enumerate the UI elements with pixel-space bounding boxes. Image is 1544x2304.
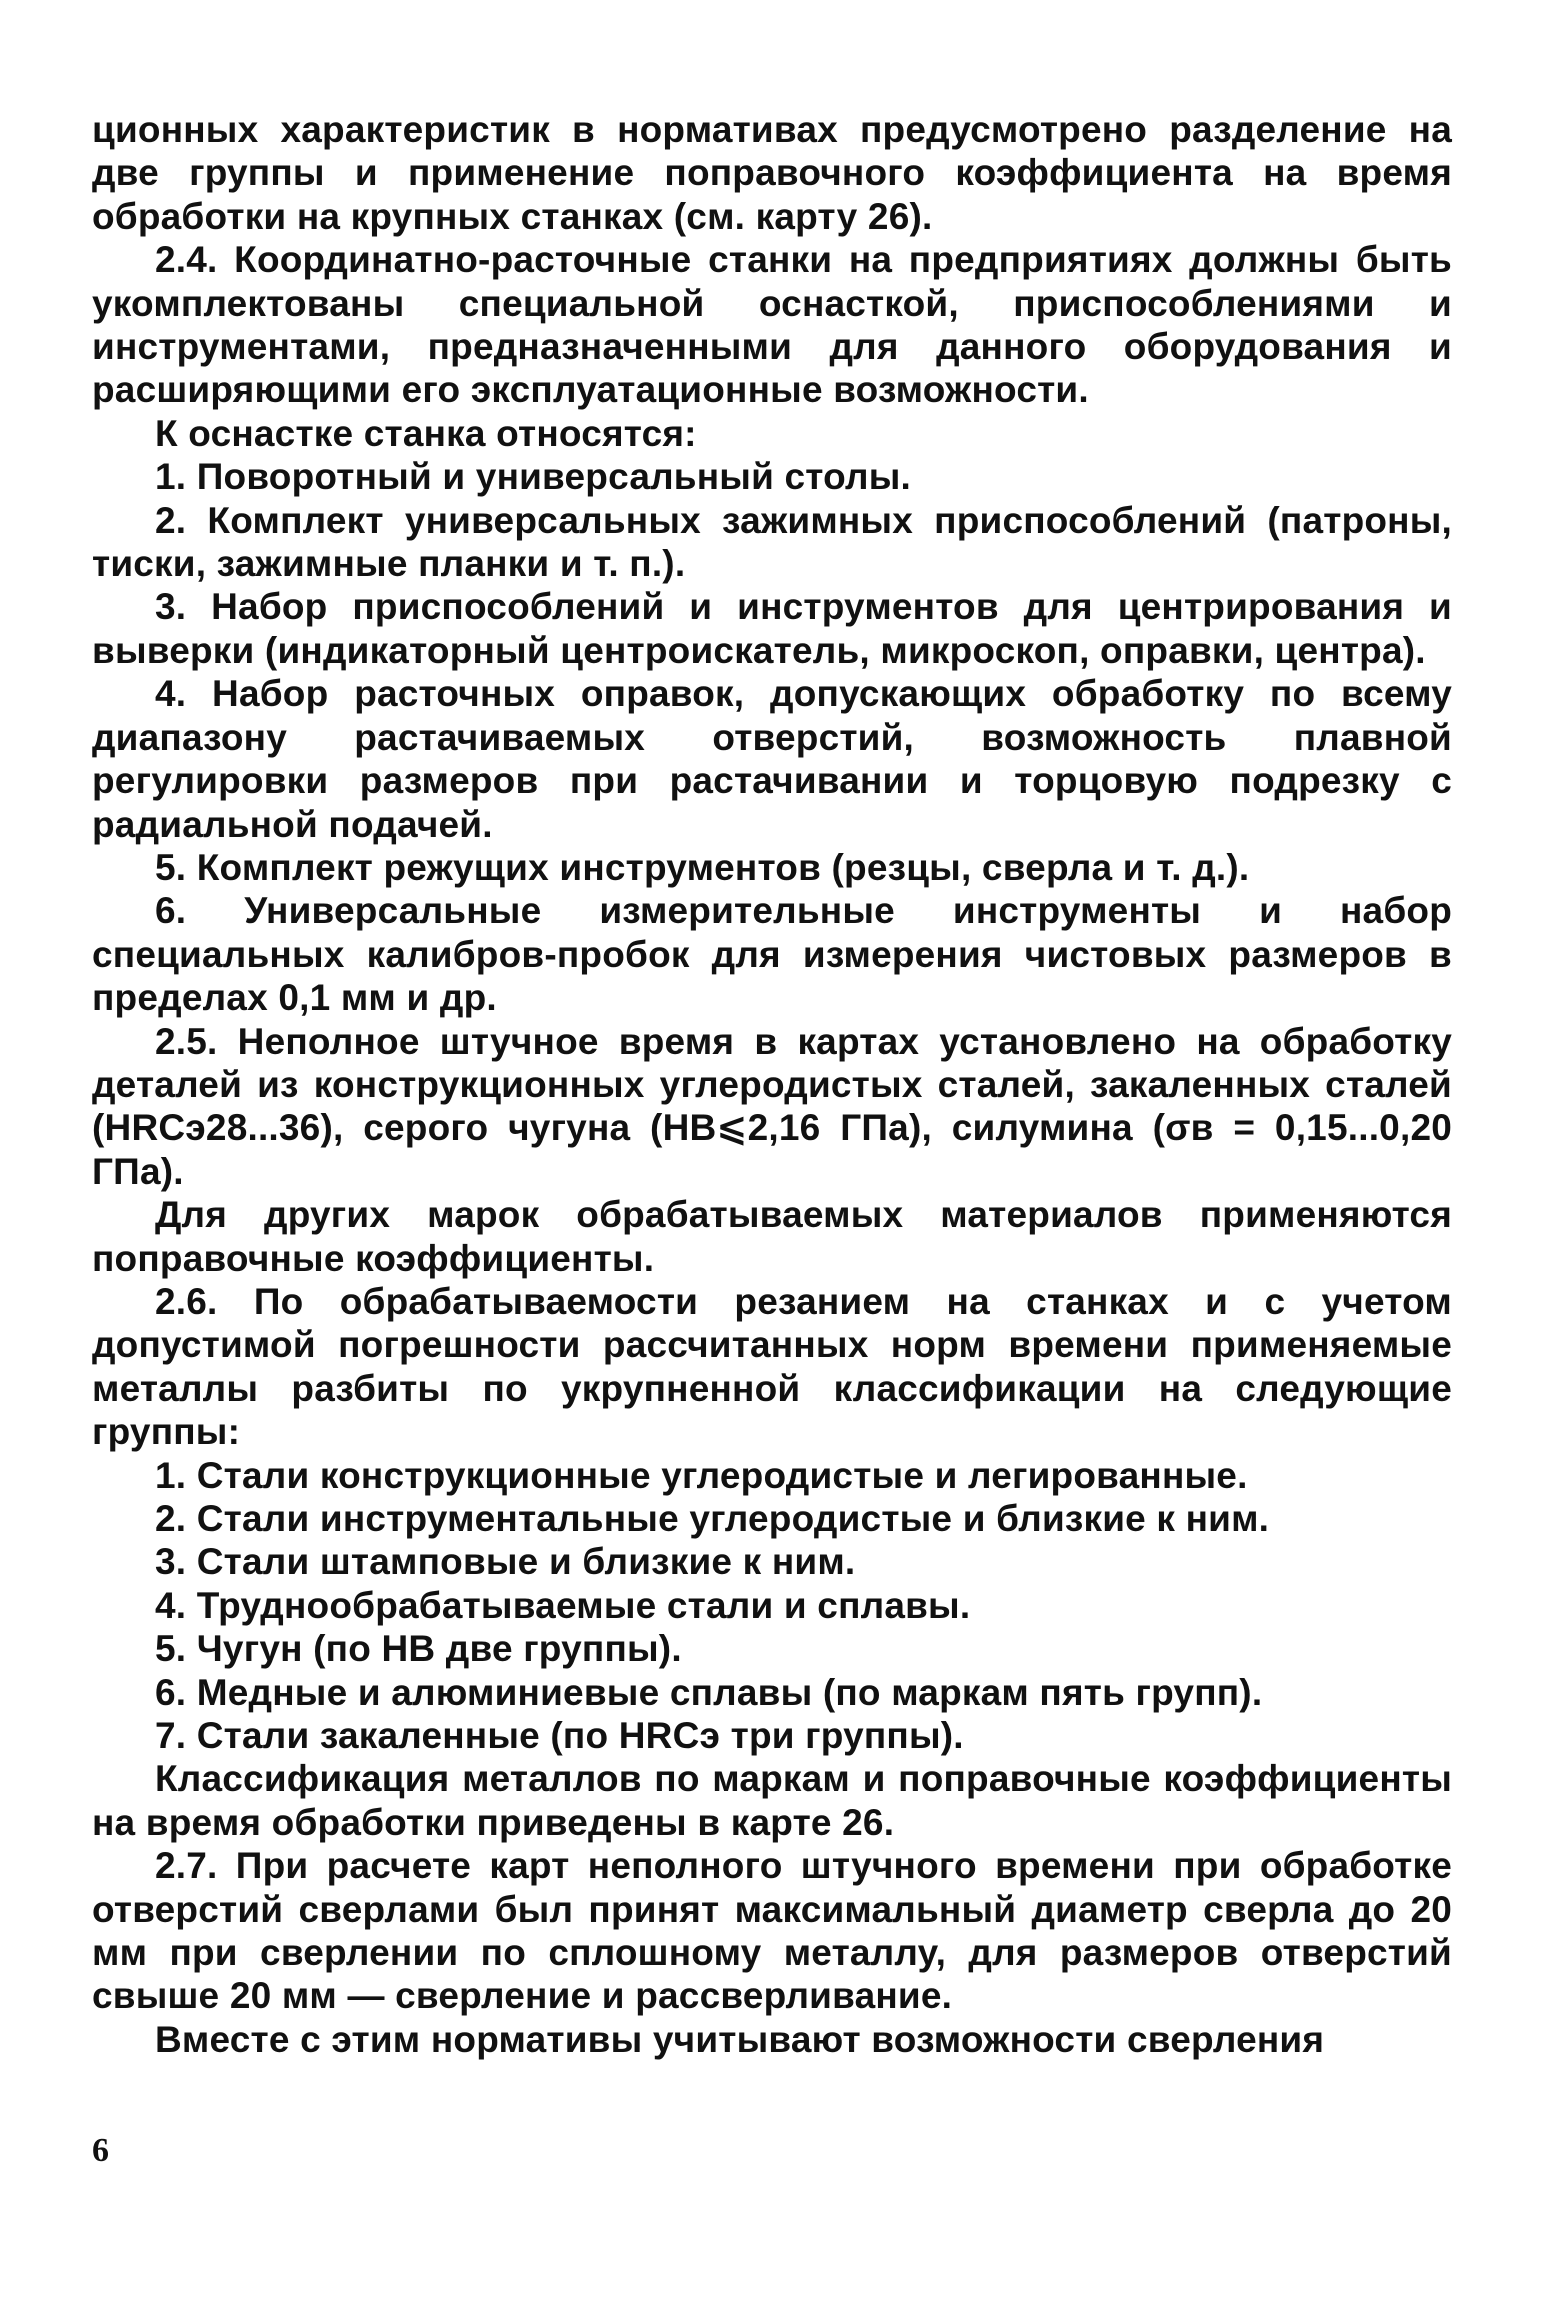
- paragraph: 2. Комплект универсальных зажимных приспособлений (патроны, тиски, зажимные планки и т. п.).: [92, 499, 1452, 585]
- paragraph: 3. Стали штамповые и близкие к ним.: [155, 1541, 856, 1583]
- paragraph: 2.5. Неполное штучное время в картах установлено на обработку деталей из конструкционных углеродистых сталей, закаленных сталей (HRCэ28...36), серого чугуна (НВ⩽2,16 ГПа), силумина (σв = 0,15...0,20 ГПа).: [92, 1020, 1452, 1192]
- paragraph: Вместе с этим нормативы учитывают возможности сверления: [155, 2018, 1325, 2060]
- paragraph: 1. Стали конструкционные углеродистые и легированные.: [155, 1454, 1248, 1496]
- paragraph: 5. Чугун (по НВ две группы).: [155, 1628, 682, 1670]
- paragraph: 2.4. Координатно-расточные станки на предприятиях должны быть укомплектованы специальной оснасткой, приспособлениями и инструментами, предназначенными для данного оборудования и расширяющими его эксплуатационные возможности.: [92, 239, 1452, 411]
- paragraph: Классификация металлов по маркам и поправочные коэффициенты на время обработки приведены в карте 26.: [92, 1758, 1452, 1843]
- paragraph: 4. Труднообрабатываемые стали и сплавы.: [155, 1584, 971, 1626]
- paragraph: ционных характеристик в нормативах предусмотрено разделение на две группы и применение поправочного коэффициента на время обработки на крупных станках (см. карту 26).: [92, 109, 1452, 237]
- paragraph: 2.7. При расчете карт неполного штучного времени при обработке отверстий сверлами был принят максимальный диаметр сверла до 20 мм при сверлении по сплошному металлу, для размеров отверстий свыше 20 мм — сверление и рассверливание.: [92, 1845, 1452, 2017]
- paragraph: 3. Набор приспособлений и инструментов для центрирования и выверки (индикаторный центроискатель, микроскоп, оправки, центра).: [92, 586, 1452, 671]
- paragraph: 6. Медные и алюминиевые сплавы (по маркам пять групп).: [155, 1671, 1263, 1713]
- paragraph: 1. Поворотный и универсальный столы.: [155, 456, 911, 498]
- paragraph: 7. Стали закаленные (по HRCэ три группы).: [155, 1715, 964, 1757]
- paragraph: 2.6. По обрабатываемости резанием на станках и с учетом допустимой погрешности рассчитанных норм времени применяемые металлы разбиты по укрупненной классификации на следующие группы:: [92, 1280, 1452, 1453]
- paragraph: 2. Стали инструментальные углеродистые и близкие к ним.: [155, 1498, 1270, 1539]
- paragraph: 4. Набор расточных оправок, допускающих обработку по всему диапазону растачиваемых отверстий, возможность плавной регулировки размеров при растачивании и торцовую подрезку с радиальной подачей.: [92, 673, 1452, 845]
- body-text: [92, 108, 1452, 2061]
- page-number: 6: [92, 2132, 109, 2169]
- paragraph: К оснастке станка относятся:: [155, 412, 697, 454]
- paragraph: 6. Универсальные измерительные инструменты и набор специальных калибров-пробок для измерения чистовых размеров в пределах 0,1 мм и др.: [92, 890, 1452, 1019]
- paragraph: Для других марок обрабатываемых материалов применяются поправочные коэффициенты.: [92, 1194, 1452, 1279]
- paragraph: 5. Комплект режущих инструментов (резцы, сверла и т. д.).: [155, 846, 1250, 888]
